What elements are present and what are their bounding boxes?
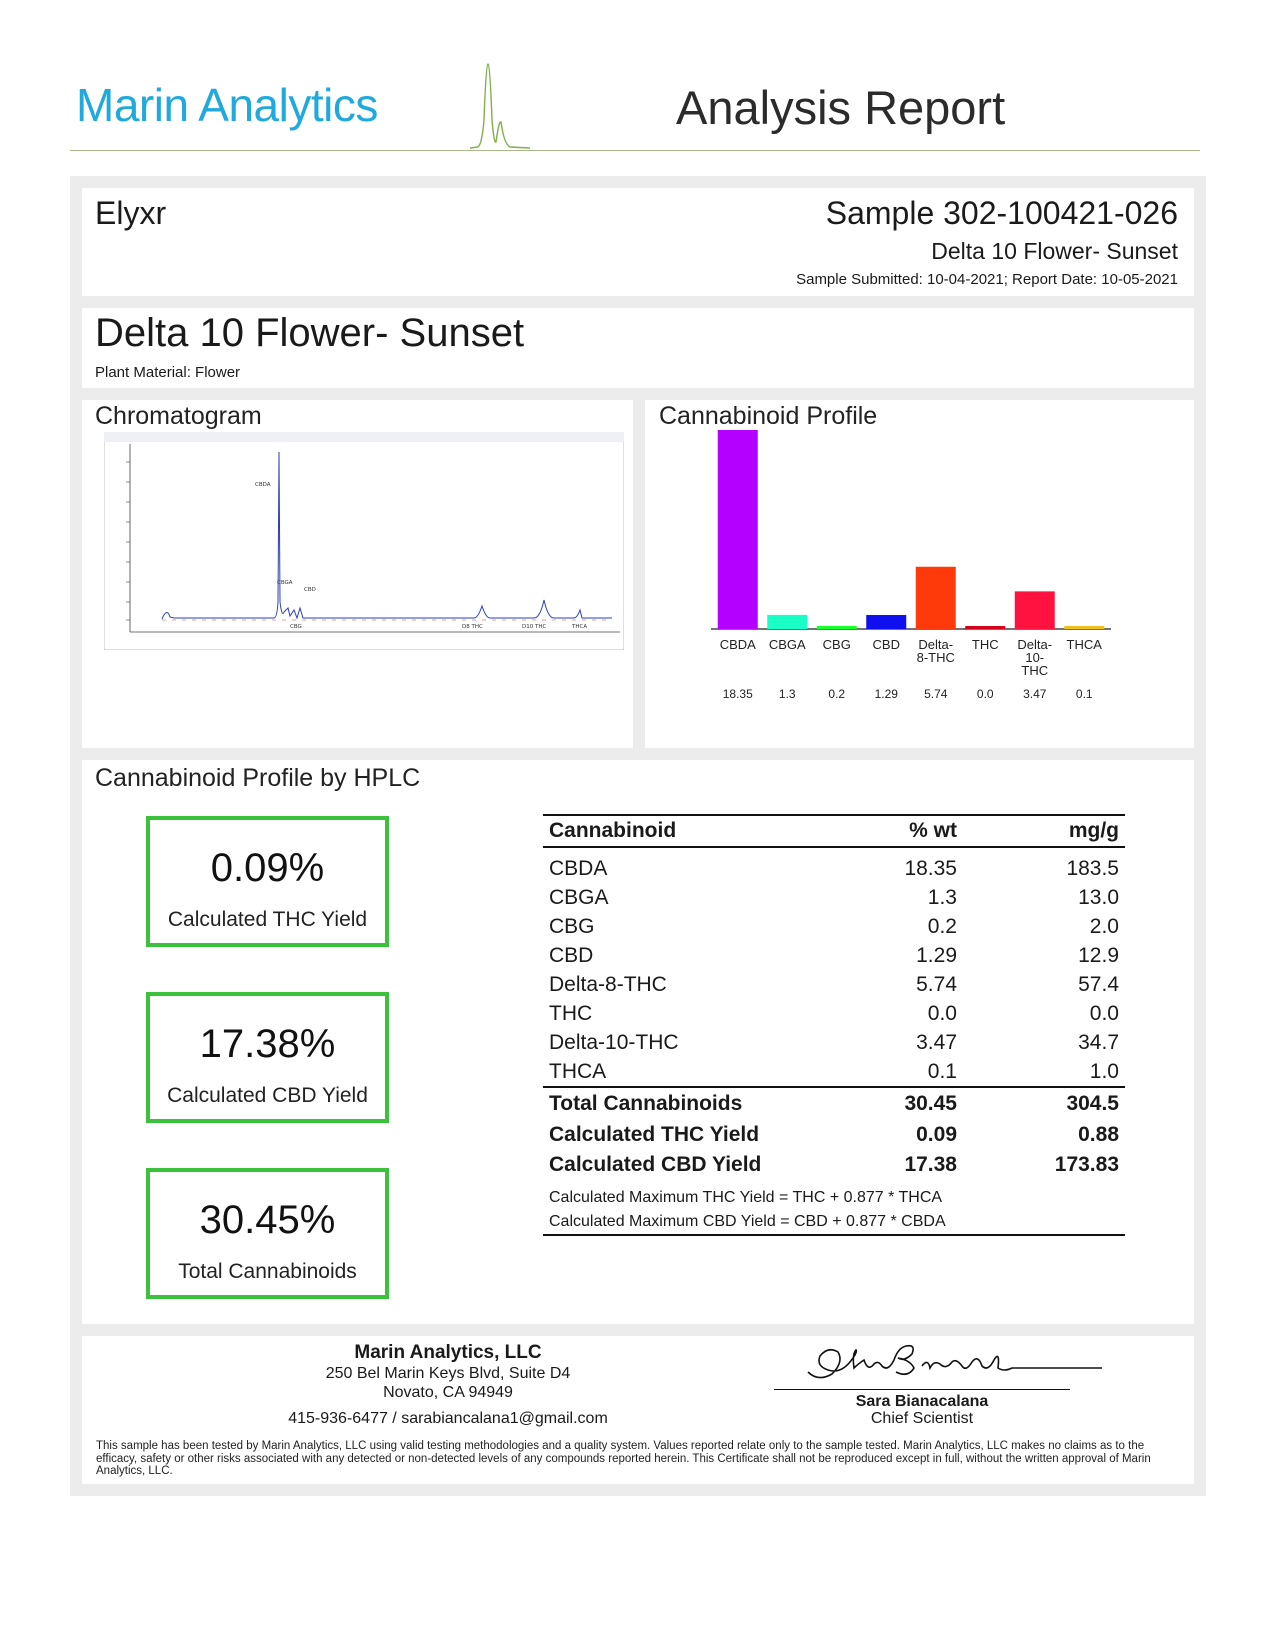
total-mg-g: 304.5 (963, 1087, 1125, 1120)
mg-g-value: 57.4 (1078, 972, 1119, 996)
chrom-peak-label: THCA (572, 624, 588, 630)
product-title: Delta 10 Flower- Sunset (95, 311, 525, 355)
chart-category-label: CBD (872, 637, 900, 652)
table-row (543, 1057, 1125, 1087)
table-row (543, 912, 1125, 941)
plant-material: Plant Material: Flower (95, 364, 241, 381)
total-cannabinoids-box (146, 1168, 389, 1299)
table-row (543, 1028, 1125, 1057)
cannabinoid-profile-panel (645, 400, 1194, 748)
cannabinoid-name: CBDA (549, 856, 608, 880)
cbd-yield-value: 17.38% (199, 1022, 336, 1066)
mg-g-value: 13.0 (1078, 885, 1119, 909)
signer-name: Sara Bianacalana (855, 1393, 989, 1410)
chart-category-label: CBGA (768, 637, 806, 652)
thc-yield-row (543, 1120, 1125, 1150)
pct-wt-value: 0.0 (927, 1001, 957, 1025)
sample-product-name: Delta 10 Flower- Sunset (931, 238, 1178, 264)
chart-category-label: Delta- (1017, 637, 1053, 652)
total-label: Total Cannabinoids (543, 1087, 803, 1120)
thc-yield-formula: Calculated Maximum THC Yield = THC + 0.877 * THCA (549, 1189, 943, 1206)
thc-yield-row-label: Calculated THC Yield (549, 1123, 760, 1146)
hplc-table (543, 814, 1125, 1236)
chart-bar-cbg (817, 626, 857, 629)
chromatogram-peak-logo (470, 60, 530, 155)
total-cannabinoids-value: 30.45% (199, 1198, 336, 1242)
cbd-yield-formula: Calculated Maximum CBD Yield = CBD + 0.877 * CBDA (543, 1210, 1125, 1235)
total-pct-wt: 30.45 (803, 1087, 963, 1120)
chromatogram-plot (104, 432, 624, 650)
hplc-title: Cannabinoid Profile by HPLC (95, 764, 421, 792)
cbd-yield-box (146, 992, 389, 1123)
chromatogram-title: Chromatogram (95, 402, 262, 430)
brand-logo-text: Marin Analytics (76, 79, 378, 131)
cbd-yield-pct-wt: 17.38 (904, 1153, 957, 1176)
pct-wt-value: 3.47 (916, 1030, 957, 1054)
chart-value-label: 0.0 (976, 687, 994, 701)
disclaimer-text: This sample has been tested by Marin Analytics, LLC using valid testing methodologies and a quality system. Values reported relate only to the sample tested. Marin Analytics, LLC makes no claims as to the efficacy, safety or other risks associated with any detected or non-detected levels of any compounds reported herein. This Certificate shall not be reproduced except in full, without the written approval of Marin Analytics, LLC. (96, 1440, 1151, 1477)
pct-wt-value: 0.2 (927, 914, 957, 938)
chrom-peak-label: CBDA (255, 482, 271, 488)
report-title: Analysis Report (676, 81, 1006, 134)
table-row (543, 999, 1125, 1028)
mg-g-value: 12.9 (1078, 943, 1119, 967)
chart-category-label: THCA (1066, 637, 1102, 652)
chromatogram-panel (82, 400, 633, 748)
total-cannabinoids-row (543, 1087, 1125, 1120)
table-row (543, 970, 1125, 999)
lab-contact: 415-936-6477 / sarabiancalana1@gmail.com (288, 1410, 608, 1427)
chart-category-label: CBDA (719, 637, 756, 652)
chart-bar-delta-10-thc (1015, 591, 1055, 629)
column-header-mg-g: mg/g (963, 815, 1125, 847)
mg-g-value: 2.0 (1089, 914, 1119, 938)
footer-panel (82, 1336, 1194, 1484)
cbd-yield-label: Calculated CBD Yield (167, 1084, 368, 1107)
chart-category-label: THC (971, 637, 999, 652)
chart-category-label: THC (1021, 663, 1049, 678)
thc-yield-mg-g: 0.88 (1078, 1123, 1119, 1146)
mg-g-value: 183.5 (1066, 856, 1119, 880)
product-panel (82, 308, 1194, 388)
pct-wt-value: 0.1 (927, 1059, 957, 1083)
sample-id: Sample 302-100421-026 (825, 195, 1178, 231)
thc-yield-label: Calculated THC Yield (167, 908, 368, 931)
cbd-yield-row (543, 1150, 1125, 1180)
column-header-pct-wt: % wt (803, 815, 963, 847)
chart-value-label: 3.47 (1023, 687, 1047, 701)
mg-g-value: 1.0 (1089, 1059, 1119, 1083)
chart-value-label: 18.35 (722, 687, 753, 701)
signature-line (774, 1389, 1070, 1390)
chrom-peak-label: D8 THC (462, 624, 483, 630)
mg-g-value: 0.0 (1089, 1001, 1119, 1025)
lab-address-line1: 250 Bel Marin Keys Blvd, Suite D4 (325, 1365, 571, 1382)
chrom-peak-label: CBGA (277, 580, 293, 586)
chart-category-label: 10- (1025, 650, 1045, 665)
thc-yield-value: 0.09% (210, 846, 325, 890)
signer-title: Chief Scientist (870, 1410, 974, 1427)
mg-g-value: 34.7 (1078, 1030, 1119, 1054)
column-header-cannabinoid: Cannabinoid (543, 815, 803, 847)
cannabinoid-name: THCA (549, 1059, 607, 1083)
cbd-yield-mg-g: 173.83 (1054, 1153, 1119, 1176)
chart-value-label: 0.1 (1075, 687, 1093, 701)
cannabinoid-name: CBG (549, 914, 595, 938)
chart-value-label: 1.3 (778, 687, 796, 701)
chart-category-label: Delta- (918, 637, 954, 652)
chart-value-label: 1.29 (874, 687, 898, 701)
client-name: Elyxr (95, 195, 167, 231)
table-row (543, 883, 1125, 912)
cannabinoid-name: THC (549, 1001, 593, 1025)
chart-bar-thca (1064, 626, 1104, 629)
thc-yield-box (146, 816, 389, 947)
hplc-table-header (543, 815, 1125, 847)
chart-bar-cbda (718, 430, 758, 629)
chrom-peak-label: D10 THC (522, 624, 547, 630)
lab-company-name: Marin Analytics, LLC (354, 1342, 542, 1363)
thc-formula-row (543, 1180, 1125, 1210)
chart-category-label: CBG (822, 637, 851, 652)
cbd-yield-row-label: Calculated CBD Yield (549, 1153, 762, 1176)
signature-image (772, 1338, 1172, 1388)
total-cannabinoids-label: Total Cannabinoids (178, 1260, 357, 1283)
thc-yield-pct-wt: 0.09 (916, 1123, 957, 1146)
cannabinoid-name: CBGA (549, 885, 609, 909)
chrom-peak-label: CBG (290, 624, 302, 630)
pct-wt-value: 1.3 (927, 885, 957, 909)
chart-value-label: 0.2 (828, 687, 846, 701)
chrom-peak-label: CBD (304, 587, 316, 593)
cannabinoid-bar-chart (645, 400, 1194, 748)
profile-chart-title: Cannabinoid Profile (659, 402, 878, 430)
table-row (543, 941, 1125, 970)
pct-wt-value: 5.74 (916, 972, 957, 996)
lab-address-line2: Novato, CA 94949 (383, 1384, 513, 1401)
cbd-formula-row (543, 1210, 1125, 1235)
client-panel (82, 188, 1194, 296)
pct-wt-value: 18.35 (904, 856, 957, 880)
chart-category-label: 8-THC (916, 650, 955, 665)
chart-bar-thc (965, 626, 1005, 629)
header-divider (70, 150, 1200, 151)
cannabinoid-name: Delta-8-THC (549, 972, 667, 996)
sample-dates: Sample Submitted: 10-04-2021; Report Date: 10-05-2021 (796, 271, 1178, 288)
table-row (543, 847, 1125, 883)
chart-value-label: 5.74 (924, 687, 948, 701)
chart-bar-cbd (866, 615, 906, 629)
cannabinoid-name: Delta-10-THC (549, 1030, 679, 1054)
cannabinoid-name: CBD (549, 943, 594, 967)
chart-bar-delta-8-thc (916, 567, 956, 629)
pct-wt-value: 1.29 (916, 943, 957, 967)
chart-bar-cbga (767, 615, 807, 629)
